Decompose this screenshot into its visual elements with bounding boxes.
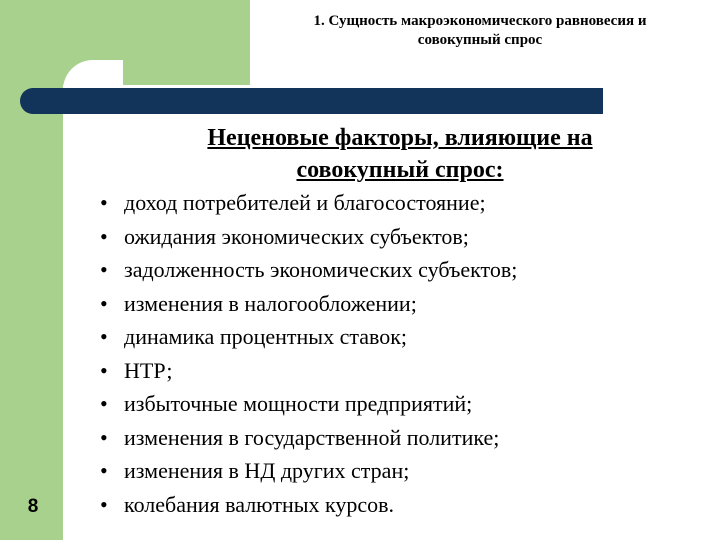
left-decor-panel xyxy=(0,0,63,540)
list-item: • избыточные мощности предприятий; xyxy=(100,387,660,421)
list-item: • НТР; xyxy=(100,354,660,388)
slide-title xyxy=(160,122,640,186)
list-item: • задолженность экономических субъектов; xyxy=(100,253,660,287)
title-line-1: Неценовые факторы, влияющие на xyxy=(207,125,593,151)
header-line-1: 1. Сущность макроэкономического равновесия и xyxy=(313,13,647,29)
list-item: • изменения в налогообложении; xyxy=(100,287,660,321)
slide-header xyxy=(250,12,710,50)
slide-number: 8 xyxy=(27,496,39,517)
list-item: • изменения в НД других стран; xyxy=(100,454,660,488)
factor-list xyxy=(100,186,660,521)
list-item: • динамика процентных ставок; xyxy=(100,320,660,354)
list-item: • колебания валютных курсов. xyxy=(100,488,660,522)
list-item: • доход потребителей и благосостояние; xyxy=(100,186,660,220)
list-item: • ожидания экономических субъектов; xyxy=(100,220,660,254)
title-divider-bar xyxy=(20,88,603,114)
title-line-2: совокупный спрос: xyxy=(296,157,504,183)
list-item: • изменения в государственной политике; xyxy=(100,421,660,455)
header-line-2: совокупный спрос xyxy=(417,32,543,48)
